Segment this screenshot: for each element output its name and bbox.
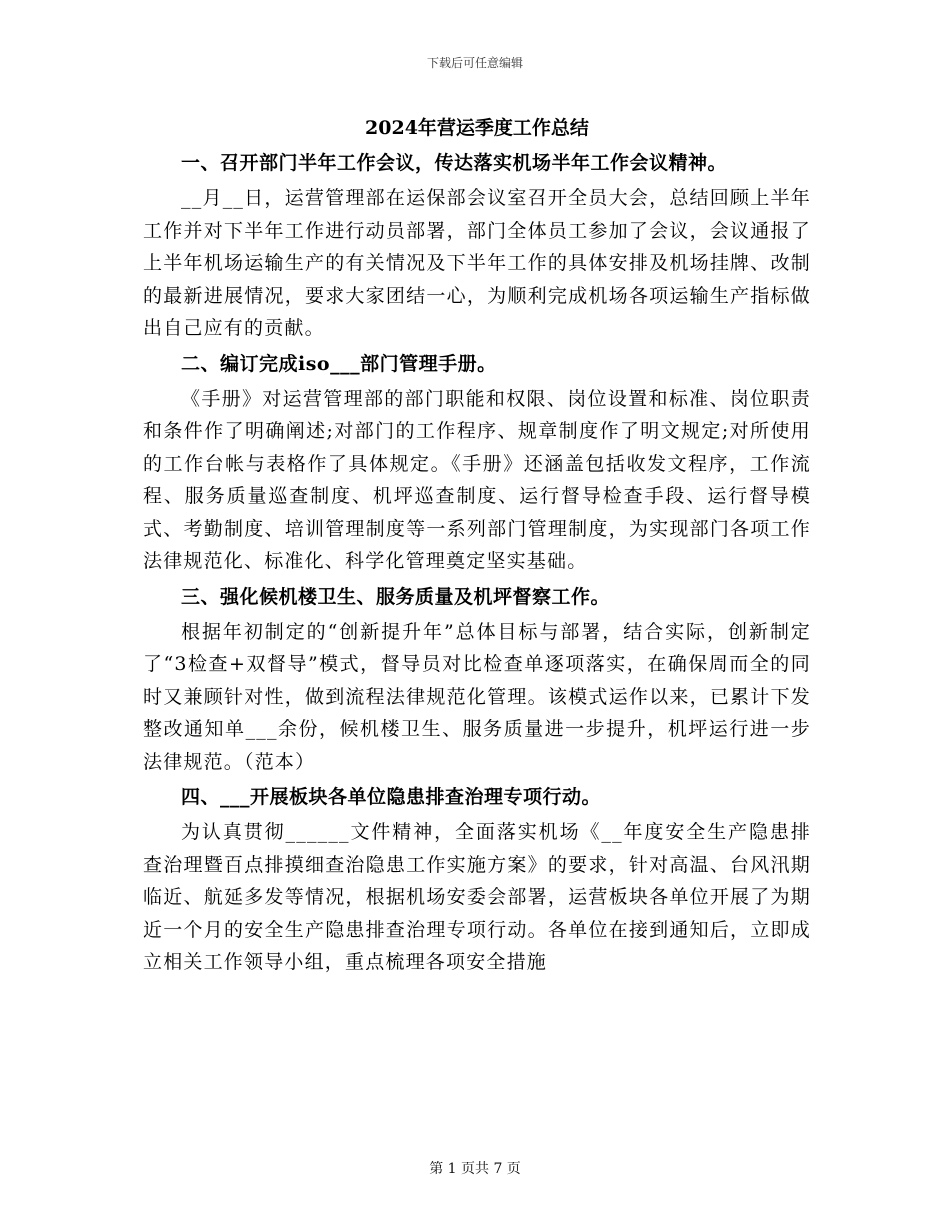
document-body [143,112,811,982]
header-note: 下载后可任意编辑 [426,56,523,70]
section-1-body: __月__日，运营管理部在运保部会议室召开全员大会，总结回顾上半年工作并对下半年工作进行动员部署，部门全体员工参加了会议，会议通报了上半年机场运输生产的有关情况及下半年工作的具体安排及机场挂牌、改制的最新进展情况，要求大家团结一心，为顺利完成机场各项运输生产指标做出自己应有的贡献。 [143,187,811,339]
page-number-footer: 第 1 页共 7 页 [429,1161,521,1177]
section-2-heading: 二、编订完成iso___部门管理手册。 [181,352,497,375]
section-3-heading: 三、强化候机楼卫生、服务质量及机坪督察工作。 [181,585,611,608]
section-3-body: 根据年初制定的“创新提升年”总体目标与部署，结合实际，创新制定了“3检查+双督导”模式，督导员对比检查单逐项落实，在确保周而全的同时又兼顾针对性，做到流程法律规范化管理。该模式运作以来，已累计下发整改通知单___余份，候机楼卫生、服务质量进一步提升，机坪运行进一步法律规范。（范本） [143,620,811,773]
section-1-heading: 一、召开部门半年工作会议，传达落实机场半年工作会议精神。 [181,152,728,174]
section-4-heading: 四、___开展板块各单位隐患排查治理专项行动。 [181,786,602,808]
document-title: 2024年营运季度工作总结 [365,117,589,139]
section-4-body: 为认真贯彻______文件精神，全面落实机场《__年度安全生产隐患排查治理暨百点排摸细查治隐患工作实施方案》的要求，针对高温、台风汛期临近、航延多发等情况，根据机场安委会部署，运营板块各单位开展了为期近一个月的安全生产隐患排查治理专项行动。各单位在接到通知后，立即成立相关工作领导小组，重点梳理各项安全措施 [143,821,811,973]
section-2-body: 《手册》对运营管理部的部门职能和权限、岗位设置和标准、岗位职责和条件作了明确阐述;对部门的工作程序、规章制度作了明文规定;对所使用的工作台帐与表格作了具体规定。《手册》还涵盖包括收发文程序，工作流程、服务质量巡查制度、机坪巡查制度、运行督导检查手段、运行督导模式、考勤制度、培训管理制度等一系列部门管理制度，为实现部门各项工作法律规范化、标准化、科学化管理奠定坚实基础。 [143,387,811,572]
